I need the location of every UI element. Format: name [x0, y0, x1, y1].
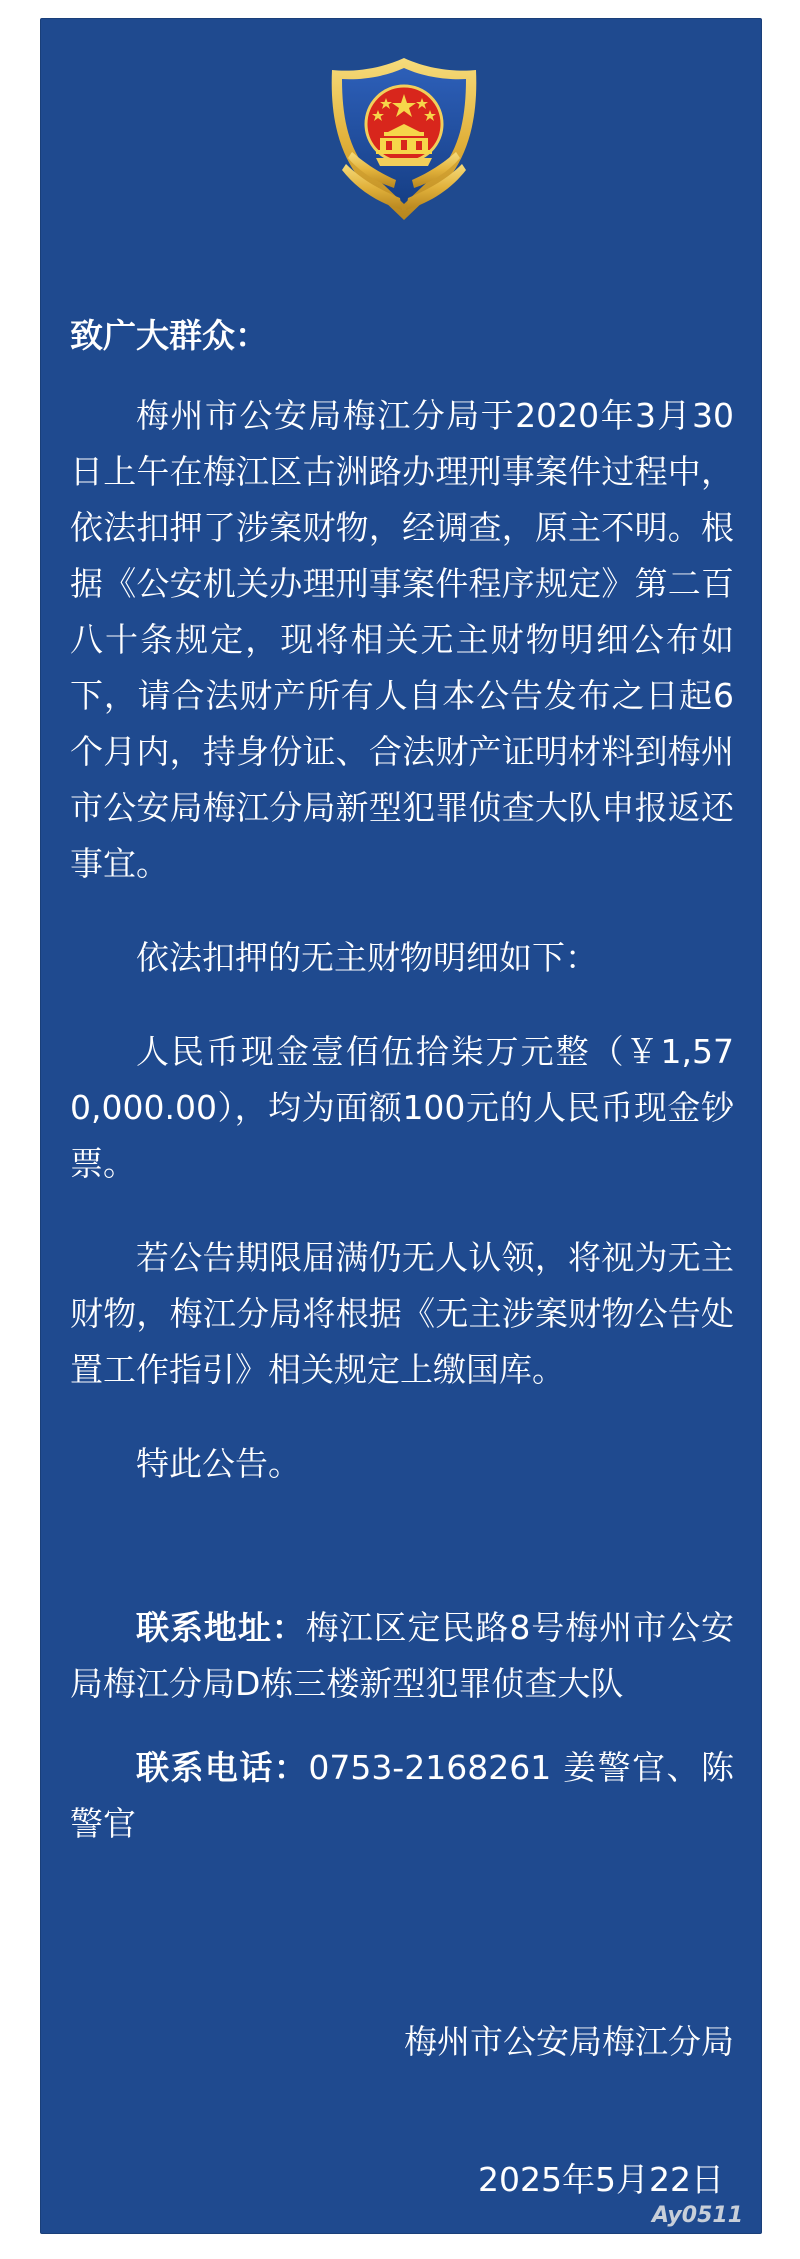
issue-date: 2025年5月22日: [478, 2160, 724, 2199]
paragraph-main: 梅州市公安局梅江分局于2020年3月30日上午在梅江区古洲路办理刑事案件过程中，依法扣押了涉案财物，经调查，原主不明。根据《公安机关办理刑事案件程序规定》第二百八十条规定，现将相关无主财物明细公布如下，请合法财产所有人自本公告发布之日起6个月内，持身份证、合法财产证明材料到梅州市公安局梅江分局新型犯罪侦查大队申报返还事宜。: [70, 396, 734, 883]
salutation: 致广大群众：: [70, 316, 268, 355]
notice-body: [70, 308, 734, 2208]
contact-phone: [70, 1740, 734, 1852]
address-label: 联系地址：: [136, 1608, 306, 1647]
police-emblem-icon: [316, 52, 492, 228]
address-value: 梅江区定民路8号梅州市公安局梅江分局D栋三楼新型犯罪侦查大队: [70, 1608, 735, 1703]
paragraph-disposal: 若公告期限届满仍无人认领，将视为无主财物，梅江分局将根据《无主涉案财物公告处置工作指引》相关规定上缴国库。: [70, 1238, 734, 1389]
paragraph-list-intro: 依法扣押的无主财物明细如下：: [136, 938, 598, 977]
paragraph-closing: 特此公告。: [136, 1444, 301, 1483]
contact-address: [70, 1600, 734, 1712]
site-watermark-logo: [648, 2192, 758, 2232]
watermark-text: Ay0511: [652, 2203, 743, 2228]
issuer-name: 梅州市公安局梅江分局: [404, 2022, 734, 2061]
phone-value: 0753-2168261 姜警官、陈警官: [70, 1748, 734, 1843]
notice-poster: [40, 18, 762, 2234]
paragraph-cash-details: 人民币现金壹佰伍拾柒万元整（￥1,570,000.00），均为面额100元的人民币现金钞票。: [70, 1032, 734, 1183]
phone-label: 联系电话：: [136, 1748, 309, 1787]
contact-info: [70, 1600, 734, 1852]
